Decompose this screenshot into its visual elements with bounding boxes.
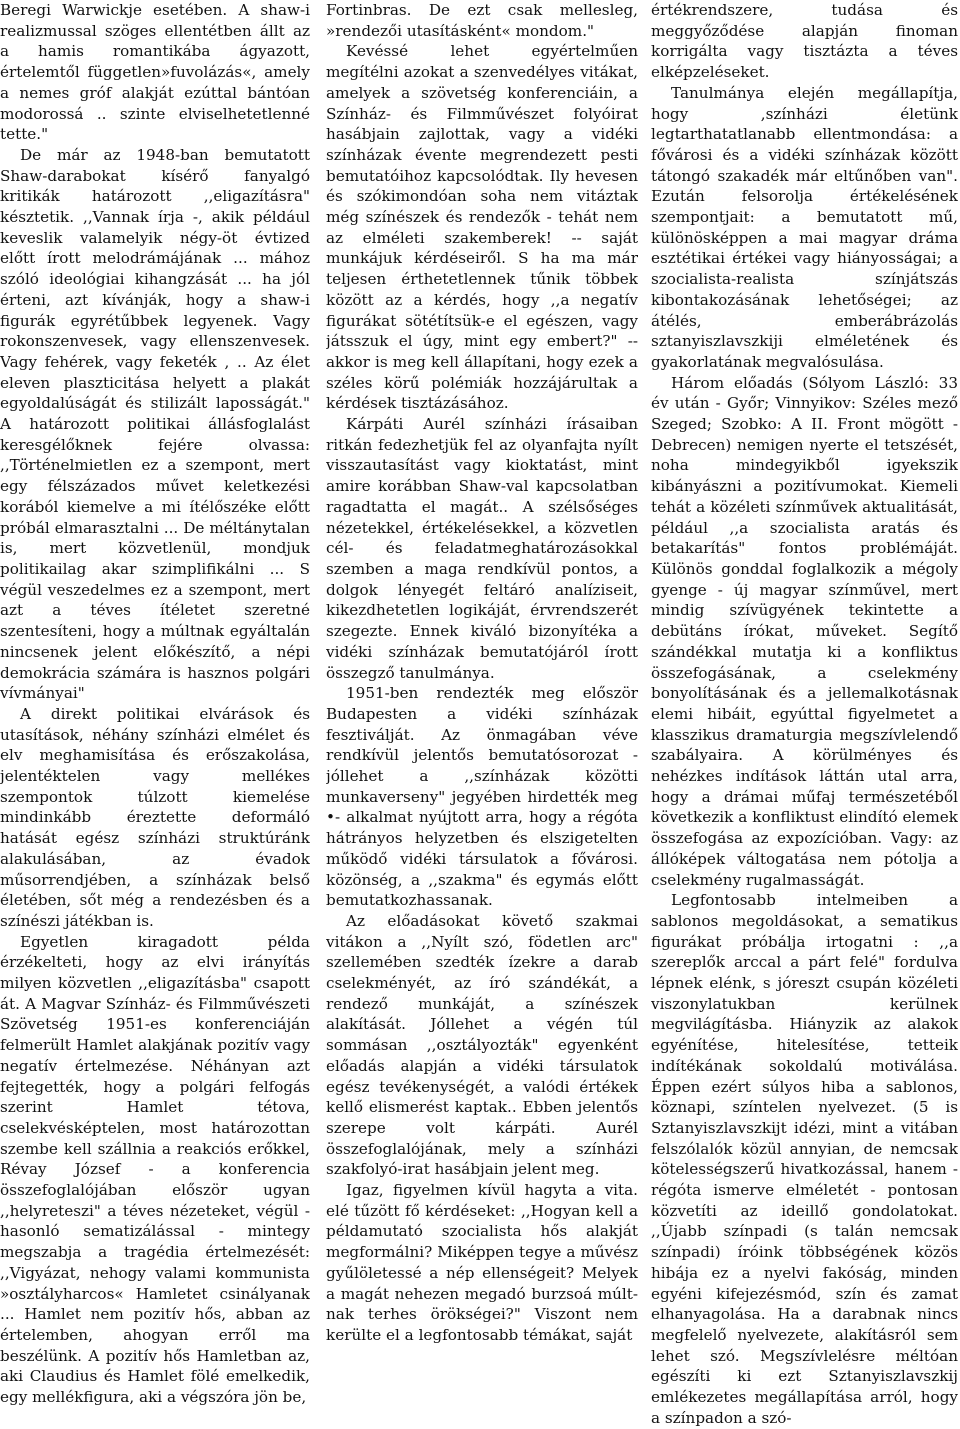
text-column-1 (0, 0, 310, 1408)
paragraph: Tanulmánya elején megállapítja, hogy ,színházi életünk legtarthatatlanabb ellentmondása: a fővárosi és a vidéki színházak között tátongó szakadék már eltűnőben van". Ezután felsorolja értékelésének szempontjait: a bemutatott mű, különösképpen a mai magyar dráma esztétikai értékei vagy hiányosságai; a szocialista-realista színjátszás kibontakozásának lehetőségei; az átélés, emberábrázolás sztanyiszlavszkiji elméletének és gyakorlatának megvalósulása. (651, 83, 958, 371)
paragraph: Egyetlen kiragadott példa érzékelteti, hogy az elvi irányítás milyen közvetlen ,,eligazításba" csapott át. A Magvar Színház- és Filmművészeti Szövetség 1951-es konferenciáján felmerült Hamlet alakjának pozitív vagy negatív értelmezése. Néhányan azt fejtegették, hogy a polgári felfogás szerint Hamlet tétova, cselekvésképtelen, most határozottan szembe kell szállnia a reakciós erőkkel, Révay József - a konferencia összefoglalójában először ugyan ,,helyreteszi" a téves nézeteket, végül - hasonló sematizálással - mintegy megszabja a tragédia értelmezését: ,,Vigyázat, nehogy valami kommunista »osztályharcos« Hamletet csinályanak ... Hamlet nem pozitív hős, abban az értelemben, ahogyan erről ma beszélünk. A pozitív hős Hamletban az, aki Claudius és Hamlet fölé emelkedik, egy mellékfigura, aki a végszóra jön be, (0, 932, 310, 1407)
paragraph: értékrendszere, tudása és meggyőződése alapján finoman korrigálta vagy tisztázta a téves elképzeléseket. (651, 1, 958, 82)
paragraph: Fortinbras. De ezt csak mellesleg, »rendezői utasításként« mondom." (326, 1, 638, 40)
paragraph: Igaz, figyelmen kívül hagyta a vita. elé tűzött fő kérdéseket: ,,Hogyan kell a példamutató szocialista hős alakját megformálni? Miképpen tegye a művész gyűlöletessé a nép ellenségeit? Melyek a magát nehezen megadó burzsoá múlt-nak terhes örökségei?" Viszont nem kerülte el a legfontosabb témákat, saját (326, 1181, 638, 1344)
paragraph: Kárpáti Aurél színházi írásaiban ritkán fedezhetjük fel az olyanfajta nyílt visszautasítást vagy kioktatást, mint amire korábban Shaw-val kapcsolatban ragadtatta el magát.. A szélsőséges nézetekkel, értékelésekkel, a közvetlen cél- és feladatmeghatározásokkal szemben a maga rendkívül pontos, a dolgok lényegét feltáró analíziseit, kikezdhetetlen logikáját, érvrendszerét szegezte. Ennek kiváló bizonyítéka a vidéki színházak bemutatójáról írott összegző tanulmánya. (326, 415, 638, 682)
paragraph: Három előadás (Sólyom László: 33 év után - Győr; Vinnyikov: Széles mező Szeged; Szobko: A II. Front mögött - Debrecen) nemigen nyerte el tetszését, noha mindegyikből igyekszik kibányászni a pozitívumokat. Kiemeli tehát a közéleti színművek aktualitását, például ,,a szocialista aratás és betakarítás" fontos problémáját. Különös gonddal foglalkozik a mégoly gyenge - új magyar színművel, mert mindig szívügyének tekintette a debütáns írókat, műveket. Segítő szándékkal mutatja ki a konfliktus összefogásának, a cselekmény bonyolításának és a jellemalkotásnak elemi hibáit, egyúttal figyelmetet a klasszikus dramaturgia megszívlelendő szabályaira. A körülményes és nehézkes indítások láttán utal arra, hogy a drámai műfaj természetéből következik a konfliktust elindító elemek összefogása az expozícióban. Vagy: az állóképek váltogatása nem pótolja a cselekmény rugalmasságát. (651, 373, 958, 889)
paragraph: 1951-ben rendezték meg először Budapesten a vidéki színházak fesztiválját. Az önmagában véve rendkívül jelentős bemutatósorozat - jóllehet a ,,színházak közötti munkaverseny" jegyében hirdették meg •- alkalmat nyújtott arra, hogy a régóta hátrányos helyzetben és elszigetelten működő vidéki társulatok a fővárosi. közönség, a ,,szakma" és egymás előtt bemutatkozhassanak. (326, 684, 638, 910)
paragraph: Legfontosabb intelmeiben a sablonos megoldásokat, a sematikus figurákat próbálja irtogatni : ,,a szereplők arccal a párt felé" fordulva lépnek elénk, s jóreszt csupán közéleti viszonylatukban kerülnek megvilágításba. Hiányzik az alakok egyénítése, hitelesítése, tetteik indítékának sokoldalú motiválása. Éppen ezért súlyos hiba a sablonos, köznapi, színtelen nyelvezet. (5 is Sztanyiszlavszkijt idézi, mint a vitában felszólalók közül annyian, de nemcsak kötelességszerű hivatkozással, hanem - régóta ismerve elméletét - pontosan közvetíti az ideillő gondolatokat. ,,Újabb színpadi (s talán nemcsak színpadi) íróink többségének közös hibája ez a nyelvi fakóság, minden egyéni kifejezésmód, szín és zamat elhanyagolása. Ha a darabnak nincs megfelelő nyelvezete, alakításról sem lehet szó. Megszívlelésre méltóan egészíti ki ezt Sztanyiszlavszkij emlékezetes megállapítása arról, hogy a színpadon a szó- (651, 891, 958, 1427)
paragraph: A direkt politikai elvárások és utasítások, néhány színházi elmélet és elv meghamisítása és erőszakolása, jelentéktelen vagy mellékes szempontok túlzott kiemelése mindinkább éreztette deformáló hatását egész színházi struktúránk alakulásában, az évadok műsorrendjében, a színházak belső életében, sőt még a rendezésben és a színészi játékban is. (0, 704, 310, 930)
paragraph: De már az 1948-ban bemutatott Shaw-darabokat kísérő fanyalgó kritikák határozott ,,eligazításra" késztetik. ,,Vannak írja -, akik például keveslik valamelyik négy-öt évtized előtt írott melodrámájának ... mához szóló ideológiai kihangzását ... ha jól érteni, azt kívánják, hogy a shaw-i figurák egyrétűbbek legyenek. Vagy rokonszenvesek, vagy ellenszenvesek. Vagy fehérek, vagy feketék , .. Az élet eleven plaszticitása helyett a plakát egyoldalúságát és stilizált laposságát." A határozott politikai állásfoglalást keresgélőknek fejére olvassa: ,,Történelmietlen ez a szempont, mert egy félszázados művet keletkezési korából kiemelve a mi ítélőszéke előtt próbál elmarasztalni ... De méltánytalan is, mert közvetlenül, mondjuk politikailag akar szimplifikálni ... S végül veszedelmes ez a szempont, mert azt a téves ítéletet szeretné szentesíteni, hogy a múltnak egyáltalán nincsenek jelent előkészítő, a népi demokrácia számára is hasznos polgári vívmányai" (0, 145, 310, 703)
paragraph: Az előadásokat követő szakmai vitákon a ,,Nyílt szó, födetlen arc" szellemében szedték ízekre a darab cselekményét, az író szándékát, a rendező munkáját, a színészek alakítását. Jóllehet a végén túl sommásan ,,osztályozták" egyenként előadás alapján a vidéki társulatok egész tevékenységét, a valódi értékek kellő elismerést kaptak.. Ebben jelentős szerepe volt kárpáti. Aurél összefoglalójának, mely a színházi szakfolyó-irat hasábjain jelent meg. (326, 911, 638, 1179)
paragraph: Kevéssé lehet egyértelműen megítélni azokat a szenvedélyes vitákat, amelyek a szövetség konferenciáin, a Színház- és Filmművészet folyóirat hasábjain zajlottak, vagy a vidéki színházak évente megrendezett pesti bemutatóihoz kapcsolódtak. Ily hevesen és szókimondóan soha nem vitáztak még színészek és rendezők - tehát nem az elméleti szakemberek! -- saját munkájuk kérdéseiről. S ha ma már teljesen érthetetlennek tűnik többek között az a kérdés, hogy ,,a negatív figurákat sötétítsük-e el egészen, vagy játsszuk el úgy, mint egy embert?" -- akkor is meg kell állapítani, hogy ezek a széles körű polémiák hozzájárultak a kérdések tisztázásához. (326, 42, 638, 413)
paragraph: Beregi Warwickje esetében. A shaw-i realizmussal szöges ellentétben állt az a hamis romantikába ágyazott, értelemtől független»fuvolázás«, amely a nemes gróf alakját ezúttal bántóan modorossá .. szinte elviselhetetlenné tette." (0, 1, 310, 144)
text-column-3 (651, 0, 958, 1429)
text-column-2 (326, 0, 638, 1346)
